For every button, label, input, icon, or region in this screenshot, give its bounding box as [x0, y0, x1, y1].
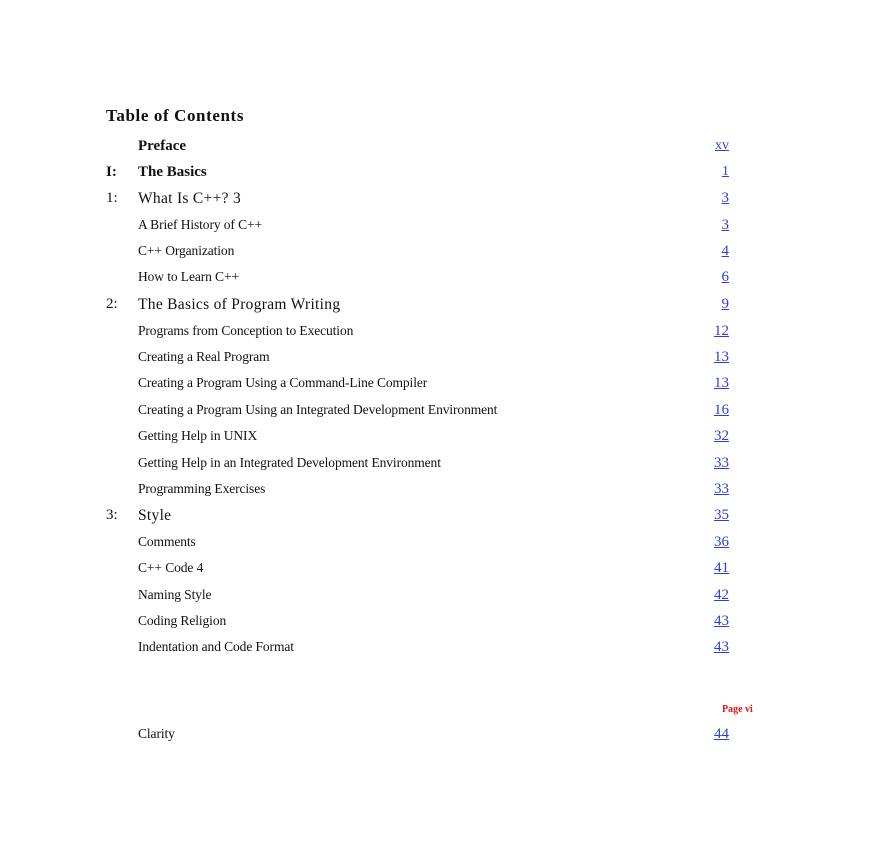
toc-entry-number: 2:: [106, 296, 118, 312]
toc-page-link[interactable]: 41: [714, 560, 729, 576]
toc-entry: [0, 375, 870, 397]
toc-page-link[interactable]: 4: [721, 243, 729, 259]
toc-page-link[interactable]: 3: [721, 190, 729, 206]
toc-entry-label: Getting Help in an Integrated Development Environment: [138, 455, 441, 470]
toc-entry: [0, 726, 870, 748]
toc-entry: [0, 296, 870, 318]
toc-entry: [0, 164, 870, 186]
toc-page-link[interactable]: 13: [714, 349, 729, 365]
page-marker: Page vi: [722, 704, 753, 715]
toc-entry: [0, 190, 870, 212]
toc-entry-label: Comments: [138, 534, 196, 549]
toc-entry: [0, 402, 870, 424]
toc-entry-label: Creating a Program Using an Integrated Development Environment: [138, 402, 498, 417]
toc-entry-label: Getting Help in UNIX: [138, 428, 258, 443]
toc-page-link[interactable]: 9: [721, 296, 729, 312]
toc-page-link[interactable]: 1: [722, 164, 729, 179]
toc-entry-label: Creating a Program Using a Command-Line Compiler: [138, 375, 428, 390]
toc-page-link[interactable]: 43: [714, 613, 729, 629]
toc-entry: [0, 217, 870, 239]
toc-entry-label: The Basics of Program Writing: [138, 296, 341, 313]
toc-page-link[interactable]: 16: [714, 402, 729, 418]
toc-entry-label: Programs from Conception to Execution: [138, 323, 354, 338]
toc-entry: [0, 534, 870, 556]
toc-entry: [0, 613, 870, 635]
toc-entry-label: Naming Style: [138, 587, 212, 602]
toc-page-link[interactable]: 42: [714, 587, 729, 603]
toc-page-link[interactable]: 44: [714, 726, 729, 742]
toc-entry-label: Preface: [138, 138, 187, 154]
toc-entry: [0, 269, 870, 291]
toc-entry-label: Style: [138, 507, 172, 524]
toc-page-link[interactable]: 32: [714, 428, 729, 444]
toc-entry-number: 1:: [106, 190, 118, 206]
toc-entry: [0, 428, 870, 450]
toc-page-link[interactable]: 12: [714, 323, 729, 339]
toc-entry: [0, 455, 870, 477]
toc-entry: [0, 639, 870, 661]
toc-page-link[interactable]: 6: [721, 269, 729, 285]
toc-entry-label: Coding Religion: [138, 613, 227, 628]
toc-page-link[interactable]: 43: [714, 639, 729, 655]
toc-entry: [0, 349, 870, 371]
toc-page-link[interactable]: 33: [714, 455, 729, 471]
toc-entry-label: C++ Organization: [138, 243, 235, 258]
toc-entry: [0, 587, 870, 609]
toc-entry: [0, 243, 870, 265]
toc-page-link[interactable]: xv: [715, 138, 729, 153]
toc-page-link[interactable]: 33: [714, 481, 729, 497]
toc-entry-label: How to Learn C++: [138, 269, 239, 284]
toc-entry: [0, 481, 870, 503]
toc-entry-label: A Brief History of C++: [138, 217, 263, 232]
toc-entry-label: Creating a Real Program: [138, 349, 270, 364]
toc-entry: [0, 138, 870, 160]
toc-entry-label: Programming Exercises: [138, 481, 266, 496]
toc-entry-label: What Is C++? 3: [138, 190, 242, 207]
toc-page-link[interactable]: 35: [714, 507, 729, 523]
toc-entry-label: Indentation and Code Format: [138, 639, 294, 654]
toc-entry: [0, 323, 870, 345]
toc-page-link[interactable]: 13: [714, 375, 729, 391]
toc-entry: [0, 507, 870, 529]
toc-entry-label: Clarity: [138, 726, 175, 741]
toc-entry-number: 3:: [106, 507, 118, 523]
toc-entry-label: The Basics: [138, 164, 207, 180]
toc-page-link[interactable]: 36: [714, 534, 729, 550]
toc-entry-number: I:: [106, 164, 117, 180]
toc-title: Table of Contents: [106, 106, 245, 125]
toc-page-link[interactable]: 3: [721, 217, 729, 233]
toc-entry: [0, 560, 870, 582]
toc-entry-label: C++ Code 4: [138, 560, 204, 575]
